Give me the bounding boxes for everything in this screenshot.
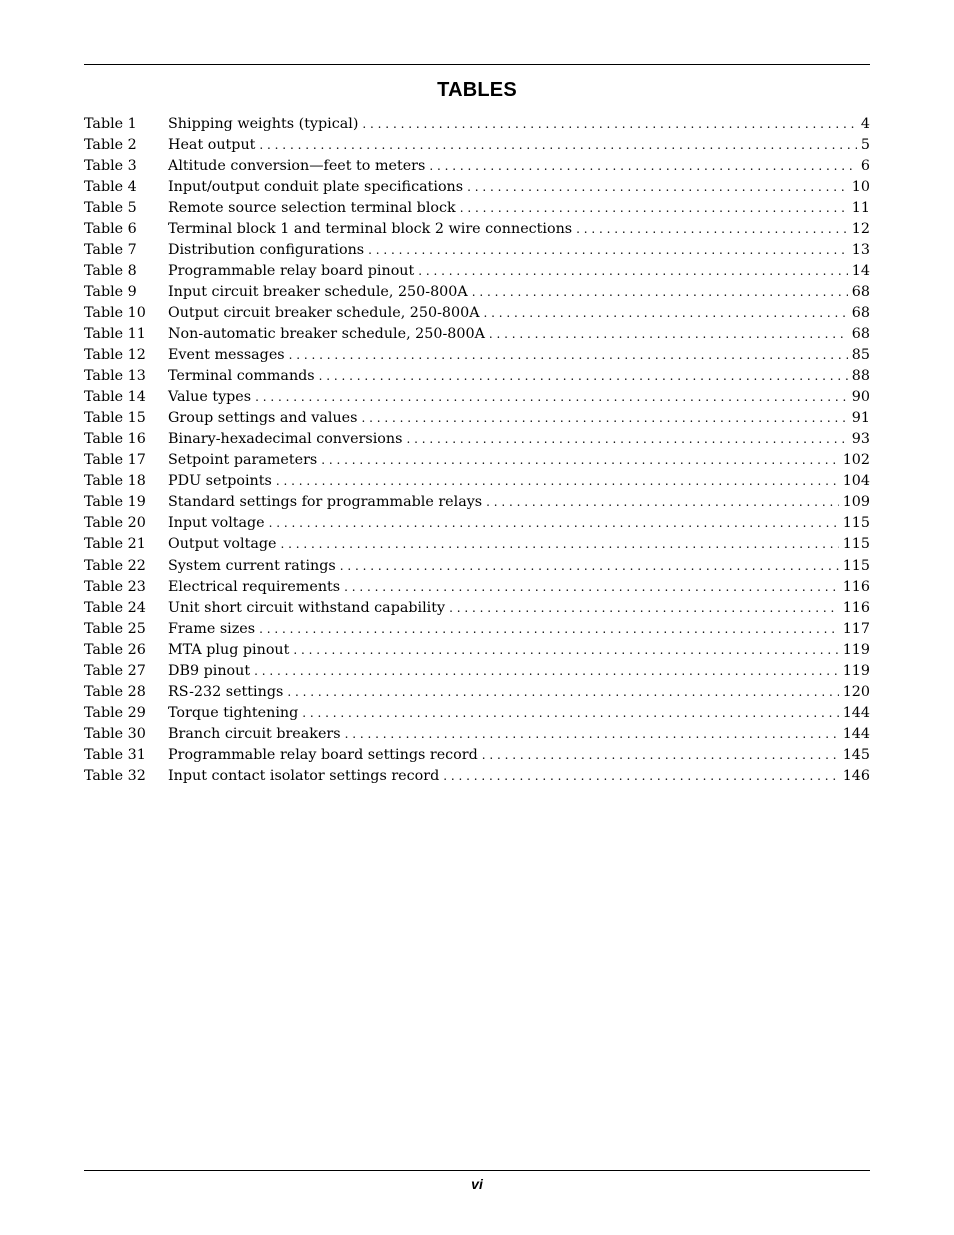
toc-entry-page: 109 — [842, 494, 870, 511]
toc-entry-title: Input voltage — [168, 515, 265, 532]
toc-entry[interactable] — [84, 702, 870, 723]
toc-dot-leader — [406, 432, 847, 446]
toc-entry[interactable] — [84, 408, 870, 429]
toc-dot-leader — [319, 369, 848, 383]
toc-entry[interactable] — [84, 113, 870, 134]
toc-entry-number: Table 23 — [84, 578, 146, 595]
toc-entry-page: 90 — [851, 389, 870, 406]
toc-entry-page: 115 — [842, 515, 870, 532]
toc-entry-title: Input contact isolator settings record — [168, 767, 440, 784]
toc-entry-number: Table 14 — [84, 389, 146, 406]
toc-entry-title: Standard settings for programmable relays — [168, 494, 483, 511]
toc-entry[interactable] — [84, 155, 870, 176]
toc-entry[interactable] — [84, 239, 870, 260]
toc-entry[interactable] — [84, 597, 870, 618]
toc-entry-title: Group settings and values — [168, 410, 358, 427]
toc-entry[interactable] — [84, 513, 870, 534]
toc-entry-title: Input circuit breaker schedule, 250-800A — [168, 283, 468, 300]
toc-entry-title: Frame sizes — [168, 620, 256, 637]
toc-entry-page: 117 — [842, 620, 870, 637]
toc-dot-leader — [418, 264, 848, 278]
toc-dot-leader — [259, 622, 839, 636]
toc-entry-number: Table 1 — [84, 115, 137, 132]
toc-entry-page: 88 — [851, 368, 870, 385]
toc-entry-page: 11 — [851, 199, 870, 216]
toc-dot-leader — [449, 601, 839, 615]
toc-entry-number: Table 5 — [84, 199, 137, 216]
toc-dot-leader — [472, 285, 848, 299]
toc-entry[interactable] — [84, 429, 870, 450]
toc-entry-title: Input/output conduit plate specifications — [168, 178, 464, 195]
toc-entry[interactable] — [84, 176, 870, 197]
toc-dot-leader — [484, 306, 848, 320]
toc-entry[interactable] — [84, 534, 870, 555]
toc-entry-page: 104 — [842, 473, 870, 490]
toc-entry-page: 91 — [851, 410, 870, 427]
toc-entry-number: Table 2 — [84, 136, 137, 153]
toc-entry[interactable] — [84, 765, 870, 786]
toc-entry-number: Table 8 — [84, 262, 137, 279]
toc-entry-page: 102 — [842, 452, 870, 469]
toc-entry-page: 116 — [842, 578, 870, 595]
toc-entry-title: Altitude conversion—feet to meters — [168, 157, 426, 174]
toc-dot-leader — [482, 748, 839, 762]
toc-entry[interactable] — [84, 345, 870, 366]
toc-entry-title: Electrical requirements — [168, 578, 341, 595]
toc-entry-page: 68 — [851, 304, 870, 321]
toc-entry-number: Table 9 — [84, 283, 137, 300]
toc-entry-page: 145 — [842, 746, 870, 763]
toc-entry[interactable] — [84, 366, 870, 387]
toc-entry-title: Setpoint parameters — [168, 452, 318, 469]
toc-entry-page: 119 — [842, 641, 870, 658]
toc-entry-page: 85 — [851, 347, 870, 364]
toc-entry-page: 13 — [851, 241, 870, 258]
toc-entry-number: Table 15 — [84, 410, 146, 427]
toc-entry[interactable] — [84, 639, 870, 660]
toc-entry-page: 4 — [860, 115, 870, 132]
toc-entry[interactable] — [84, 723, 870, 744]
toc-entry-page: 144 — [842, 704, 870, 721]
toc-entry-page: 144 — [842, 725, 870, 742]
toc-entry-page: 12 — [851, 220, 870, 237]
toc-entry-number: Table 12 — [84, 347, 146, 364]
toc-dot-leader — [269, 516, 839, 530]
toc-entry-title: Value types — [168, 389, 252, 406]
toc-entry-page: 119 — [842, 662, 870, 679]
toc-entry[interactable] — [84, 260, 870, 281]
toc-dot-leader — [443, 769, 838, 783]
page-title: TABLES — [437, 79, 517, 101]
toc-dot-leader — [345, 727, 839, 741]
toc-entry-title: RS-232 settings — [168, 683, 284, 700]
toc-dot-leader — [489, 327, 848, 341]
toc-entry[interactable] — [84, 576, 870, 597]
toc-entry-page: 68 — [851, 283, 870, 300]
toc-entry-title: System current ratings — [168, 557, 336, 574]
toc-entry-number: Table 30 — [84, 725, 146, 742]
toc-entry-number: Table 22 — [84, 557, 146, 574]
toc-entry-page: 10 — [851, 178, 870, 195]
toc-entry-title: MTA plug pinout — [168, 641, 290, 658]
page-number: vi — [471, 1176, 483, 1192]
toc-dot-leader — [362, 117, 856, 131]
toc-entry-page: 5 — [860, 136, 870, 153]
toc-dot-leader — [254, 664, 839, 678]
toc-dot-leader — [287, 685, 838, 699]
toc-dot-leader — [321, 453, 838, 467]
toc-entry-number: Table 26 — [84, 641, 146, 658]
toc-entry-page: 93 — [851, 431, 870, 448]
toc-dot-leader — [576, 222, 848, 236]
toc-entry-number: Table 24 — [84, 599, 146, 616]
toc-entry-page: 6 — [860, 157, 870, 174]
toc-entry-title: Non-automatic breaker schedule, 250-800A — [168, 325, 485, 342]
toc-entry-number: Table 16 — [84, 431, 146, 448]
toc-entry-title: Binary-hexadecimal conversions — [168, 431, 403, 448]
toc-entry-title: Branch circuit breakers — [168, 725, 341, 742]
toc-entry-page: 68 — [851, 325, 870, 342]
toc-dot-leader — [302, 706, 838, 720]
toc-entry-title: Distribution configurations — [168, 241, 365, 258]
toc-entry-title: Output circuit breaker schedule, 250-800A — [168, 304, 480, 321]
toc-entry-title: Programmable relay board pinout — [168, 262, 415, 279]
table-of-contents-list — [84, 113, 870, 787]
toc-dot-leader — [344, 580, 839, 594]
toc-dot-leader — [368, 243, 848, 257]
toc-entry[interactable] — [84, 302, 870, 323]
toc-entry-title: Remote source selection terminal block — [168, 199, 456, 216]
toc-entry-number: Table 28 — [84, 683, 146, 700]
toc-entry[interactable] — [84, 281, 870, 302]
toc-entry-title: Torque tightening — [168, 704, 299, 721]
toc-dot-leader — [467, 180, 848, 194]
toc-entry[interactable] — [84, 218, 870, 239]
toc-entry-number: Table 3 — [84, 157, 137, 174]
toc-entry[interactable] — [84, 618, 870, 639]
toc-entry[interactable] — [84, 492, 870, 513]
toc-entry[interactable] — [84, 323, 870, 344]
toc-entry-page: 115 — [842, 536, 870, 553]
toc-dot-leader — [293, 643, 838, 657]
toc-entry-title: Event messages — [168, 347, 285, 364]
toc-entry[interactable] — [84, 197, 870, 218]
toc-entry-number: Table 20 — [84, 515, 146, 532]
toc-dot-leader — [280, 537, 838, 551]
toc-entry-number: Table 10 — [84, 304, 146, 321]
toc-entry[interactable] — [84, 744, 870, 765]
toc-entry-number: Table 21 — [84, 536, 146, 553]
toc-entry-number: Table 17 — [84, 452, 146, 469]
toc-dot-leader — [276, 474, 839, 488]
toc-entry[interactable] — [84, 450, 870, 471]
toc-entry[interactable] — [84, 681, 870, 702]
toc-dot-leader — [361, 411, 847, 425]
toc-entry[interactable] — [84, 134, 870, 155]
toc-entry-title: Unit short circuit withstand capability — [168, 599, 446, 616]
toc-entry-number: Table 6 — [84, 220, 137, 237]
toc-entry-page: 146 — [842, 767, 870, 784]
toc-entry-title: Output voltage — [168, 536, 277, 553]
toc-entry-number: Table 7 — [84, 241, 137, 258]
toc-entry-number: Table 18 — [84, 473, 146, 490]
toc-dot-leader — [259, 138, 856, 152]
toc-dot-leader — [460, 201, 848, 215]
toc-entry-number: Table 4 — [84, 178, 137, 195]
toc-dot-leader — [255, 390, 848, 404]
toc-dot-leader — [486, 495, 839, 509]
toc-entry-page: 14 — [851, 262, 870, 279]
footer-rule — [84, 1170, 870, 1171]
toc-entry-title: Terminal block 1 and terminal block 2 wire connections — [168, 220, 573, 237]
toc-entry-number: Table 11 — [84, 325, 146, 342]
toc-entry-page: 116 — [842, 599, 870, 616]
toc-entry[interactable] — [84, 555, 870, 576]
toc-entry[interactable] — [84, 471, 870, 492]
toc-entry-title: PDU setpoints — [168, 473, 272, 490]
toc-dot-leader — [289, 348, 848, 362]
toc-entry-number: Table 25 — [84, 620, 146, 637]
toc-entry-number: Table 27 — [84, 662, 146, 679]
toc-entry-title: Heat output — [168, 136, 256, 153]
toc-entry[interactable] — [84, 660, 870, 681]
toc-entry[interactable] — [84, 387, 870, 408]
toc-entry-title: Programmable relay board settings record — [168, 746, 478, 763]
toc-entry-page: 115 — [842, 557, 870, 574]
toc-entry-number: Table 13 — [84, 368, 146, 385]
toc-dot-leader — [340, 559, 839, 573]
toc-entry-number: Table 19 — [84, 494, 146, 511]
toc-dot-leader — [429, 159, 857, 173]
toc-entry-number: Table 32 — [84, 767, 146, 784]
header-rule — [84, 64, 870, 65]
toc-entry-number: Table 29 — [84, 704, 146, 721]
toc-entry-page: 120 — [842, 683, 870, 700]
toc-entry-number: Table 31 — [84, 746, 146, 763]
toc-entry-title: DB9 pinout — [168, 662, 251, 679]
toc-entry-title: Terminal commands — [168, 368, 315, 385]
toc-entry-title: Shipping weights (typical) — [168, 115, 359, 132]
